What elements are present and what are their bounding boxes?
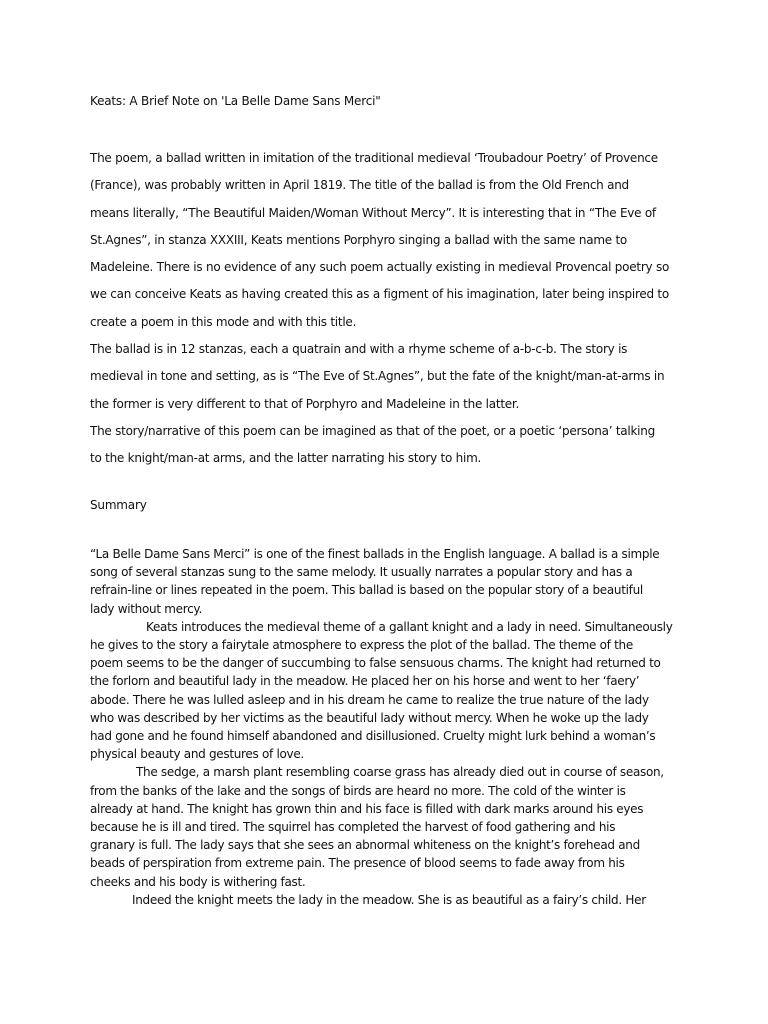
summary-line: from the banks of the lake and the songs of birds are heard no more. The cold of the winter is [90, 783, 626, 798]
intro-section [90, 145, 690, 473]
intro-line: we can conceive Keats as having created this as a figment of his imagination, later being inspired to [90, 287, 669, 302]
document-title: Keats: A Brief Note on 'La Belle Dame Sans Merci" [90, 94, 381, 108]
intro-line: The story/narrative of this poem can be imagined as that of the poet, or a poetic ‘persona’ talking [90, 423, 655, 438]
intro-line: St.Agnes”, in stanza XXXIII, Keats mentions Porphyro singing a ballad with the same name to [90, 232, 628, 247]
summary-line: The sedge, a marsh plant resembling coarse grass has already died out in course of season, [136, 765, 664, 780]
intro-line: Madeleine. There is no evidence of any such poem actually existing in medieval Provencal poetry so [90, 260, 670, 275]
summary-line: physical beauty and gestures of love. [90, 747, 304, 762]
summary-line: who was described by her victims as the beautiful lady without mercy. When he woke up the lady [90, 710, 649, 725]
summary-heading: Summary [90, 498, 147, 512]
intro-line: the former is very different to that of Porphyro and Madeleine in the latter. [90, 396, 520, 411]
intro-line: The ballad is in 12 stanzas, each a quatrain and with a rhyme scheme of a-b-c-b. The story is [90, 342, 628, 357]
intro-paragraph-1 [90, 145, 690, 336]
summary-line: “La Belle Dame Sans Merci” is one of the finest ballads in the English language. A ballad is a simple [90, 547, 660, 561]
summary-line: Keats introduces the medieval theme of a gallant knight and a lady in need. Simultaneously [146, 619, 673, 634]
summary-line: because he is ill and tired. The squirrel has completed the harvest of food gathering and his [90, 820, 616, 835]
summary-line: Indeed the knight meets the lady in the meadow. She is as beautiful as a fairy’s child. Her [132, 892, 646, 907]
intro-line: to the knight/man-at arms, and the latter narrating his story to him. [90, 451, 482, 466]
intro-line: The poem, a ballad written in imitation of the traditional medieval ‘Troubadour Poetry’ of Provence [90, 151, 658, 165]
intro-line: (France), was probably written in April 1819. The title of the ballad is from the Old French and [90, 178, 629, 193]
summary-line: refrain-line or lines repeated in the poem. This ballad is based on the popular story of a beautiful [90, 583, 643, 598]
summary-line: poem seems to be the danger of succumbing to false sensuous charms. The knight had returned to [90, 656, 661, 671]
summary-line: beads of perspiration from extreme pain. The presence of blood seems to fade away from his [90, 856, 625, 871]
summary-section [90, 545, 690, 909]
summary-line: lady without mercy. [90, 601, 202, 616]
summary-line: the forlorn and beautiful lady in the meadow. He placed her on his horse and went to her ‘faery’ [90, 674, 640, 689]
intro-line: means literally, “The Beautiful Maiden/Woman Without Mercy”. It is interesting that in “The Eve of [90, 205, 656, 220]
summary-line: had gone and he found himself abandoned and disillusioned. Cruelty might lurk behind a woman’s [90, 729, 656, 744]
intro-line: medieval in tone and setting, as is “The Eve of St.Agnes”, but the fate of the knight/man-at-arms in [90, 369, 665, 384]
summary-line: already at hand. The knight has grown thin and his face is filled with dark marks around his eyes [90, 801, 644, 816]
summary-line: abode. There he was lulled asleep and in his dream he came to realize the true nature of the lady [90, 692, 649, 707]
intro-line: create a poem in this mode and with this title. [90, 314, 357, 329]
summary-line: granary is full. The lady says that she sees an abnormal whiteness on the knight’s forehead and [90, 838, 640, 853]
summary-line: he gives to the story a fairytale atmosphere to express the plot of the ballad. The theme of the [90, 638, 633, 653]
summary-line: cheeks and his body is withering fast. [90, 874, 306, 889]
intro-paragraph-2 [90, 336, 690, 418]
summary-line: song of several stanzas sung to the same melody. It usually narrates a popular story and has a [90, 565, 633, 580]
intro-paragraph-3 [90, 418, 690, 473]
